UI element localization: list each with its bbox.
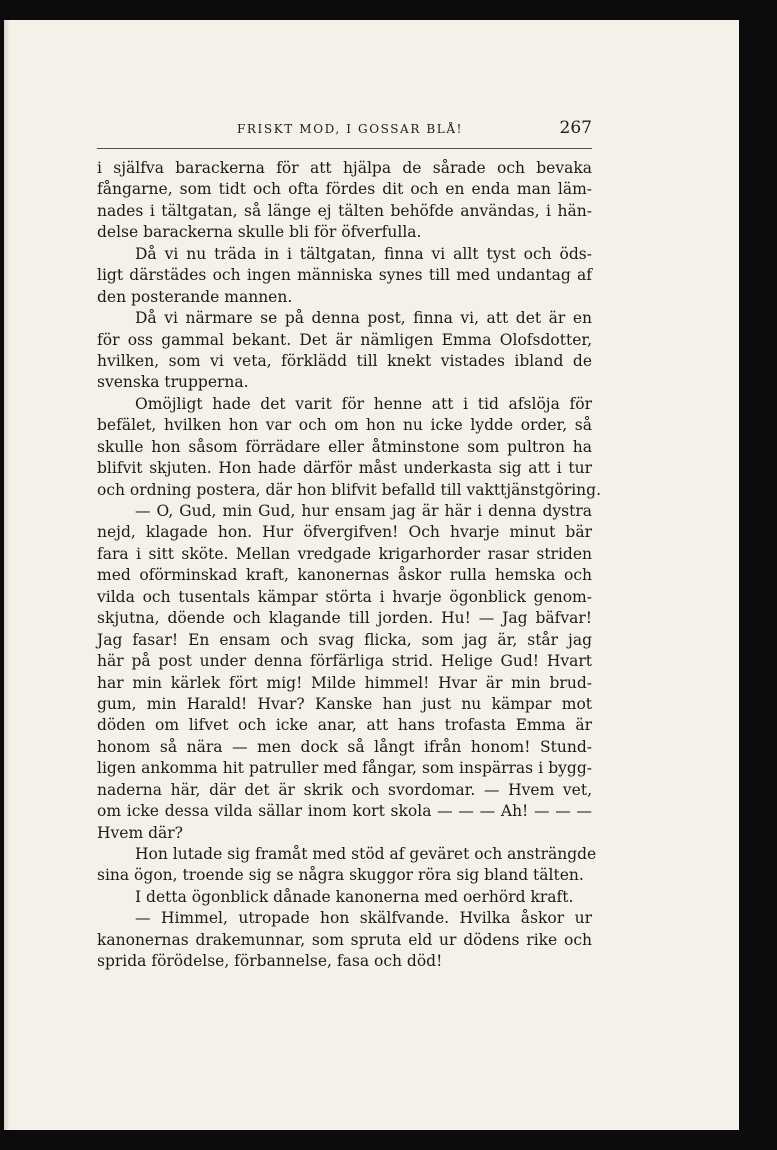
page-header	[97, 118, 592, 149]
text-line: Omöjligt hade det varit för henne att i tid afslöja för	[135, 394, 592, 413]
text-line: Då vi nu träda in i tältgatan, finna vi allt tyst och öds-	[135, 244, 592, 263]
text-line: den posterande mannen.	[97, 287, 293, 306]
text-line: Jag fasar! En ensam och svag flicka, som jag är, står jag	[97, 630, 592, 649]
page-number: 267	[559, 118, 592, 138]
text-line: har min kärlek fört mig! Milde himmel! Hvar är min brud-	[97, 673, 592, 692]
text-line: nades i tältgatan, så länge ej tälten behöfde användas, i hän-	[97, 201, 592, 220]
text-line: blifvit skjuten. Hon hade därför måst underkasta sig att i tur	[97, 459, 592, 478]
text-line: skjutna, döende och klagande till jorden. Hu! — Jag bäfvar!	[97, 609, 592, 628]
text-line: I detta ögonblick dånade kanonerna med oerhörd kraft.	[135, 887, 574, 906]
text-line: — Himmel, utropade hon skälfvande. Hvilka åskor ur	[135, 909, 592, 928]
text-line: nejd, klagade hon. Hur öfvergifven! Och hvarje minut bär	[97, 523, 592, 542]
text-line: svenska trupperna.	[97, 373, 249, 392]
text-line: gum, min Harald! Hvar? Kanske han just nu kämpar mot	[97, 694, 592, 713]
text-line: Hvem där?	[97, 823, 183, 842]
text-line: honom så nära — men dock så långt ifrån honom! Stund-	[97, 737, 592, 756]
text-line: skulle hon såsom förrädare eller åtminstone som pultron ha	[97, 437, 592, 456]
text-line: döden om lifvet och icke anar, att hans trofasta Emma är	[97, 716, 592, 735]
text-line: Då vi närmare se på denna post, finna vi, att det är en	[135, 309, 592, 328]
text-line: och ordning postera, där hon blifvit befalld till vakttjänstgöring.	[97, 480, 602, 499]
text-line: fångarne, som tidt och ofta fördes dit och en enda man läm-	[97, 180, 592, 199]
text-line: i själfva barackerna för att hjälpa de sårade och bevaka	[97, 159, 592, 177]
text-line: för oss gammal bekant. Det är nämligen Emma Olofsdotter,	[97, 330, 592, 349]
text-line: naderna här, där det är skrik och svordomar. — Hvem vet,	[97, 780, 592, 799]
text-line: befälet, hvilken hon var och om hon nu icke lydde order, så	[97, 416, 592, 435]
text-line: med oförminskad kraft, kanonernas åskor rulla hemska och	[97, 566, 592, 585]
text-line: här på post under denna förfärliga strid. Helige Gud! Hvart	[97, 652, 592, 671]
body-text	[97, 158, 602, 973]
text-line: Hon lutade sig framåt med stöd af geväret och ansträngde	[135, 845, 597, 863]
text-line: vilda och tusentals kämpar störta i hvarje ögonblick genom-	[97, 587, 592, 606]
text-line: fara i sitt sköte. Mellan vredgade krigarhorder rasar striden	[97, 544, 592, 563]
text-line: sprida förödelse, förbannelse, fasa och död!	[97, 952, 443, 971]
text-line: om icke dessa vilda sällar inom kort skola — — — Ah! — — —	[97, 802, 592, 821]
book-page	[4, 20, 739, 1130]
text-line: delse barackerna skulle bli för öfverfulla.	[97, 223, 422, 242]
text-line: kanonernas drakemunnar, som spruta eld ur dödens rike och	[97, 930, 592, 949]
running-title: FRISKT MOD, I GOSSAR BLÅ!	[237, 122, 464, 136]
text-line: ligt därstädes och ingen människa synes till med undantag af	[97, 266, 592, 285]
text-line: hvilken, som vi veta, förklädd till knekt vistades ibland de	[97, 351, 592, 370]
text-line: ligen ankomma hit patruller med fångar, som inspärras i bygg-	[97, 759, 592, 778]
text-line: sina ögon, troende sig se några skuggor röra sig bland tälten.	[97, 866, 584, 885]
text-line: — O, Gud, min Gud, hur ensam jag är här i denna dystra	[135, 502, 592, 520]
